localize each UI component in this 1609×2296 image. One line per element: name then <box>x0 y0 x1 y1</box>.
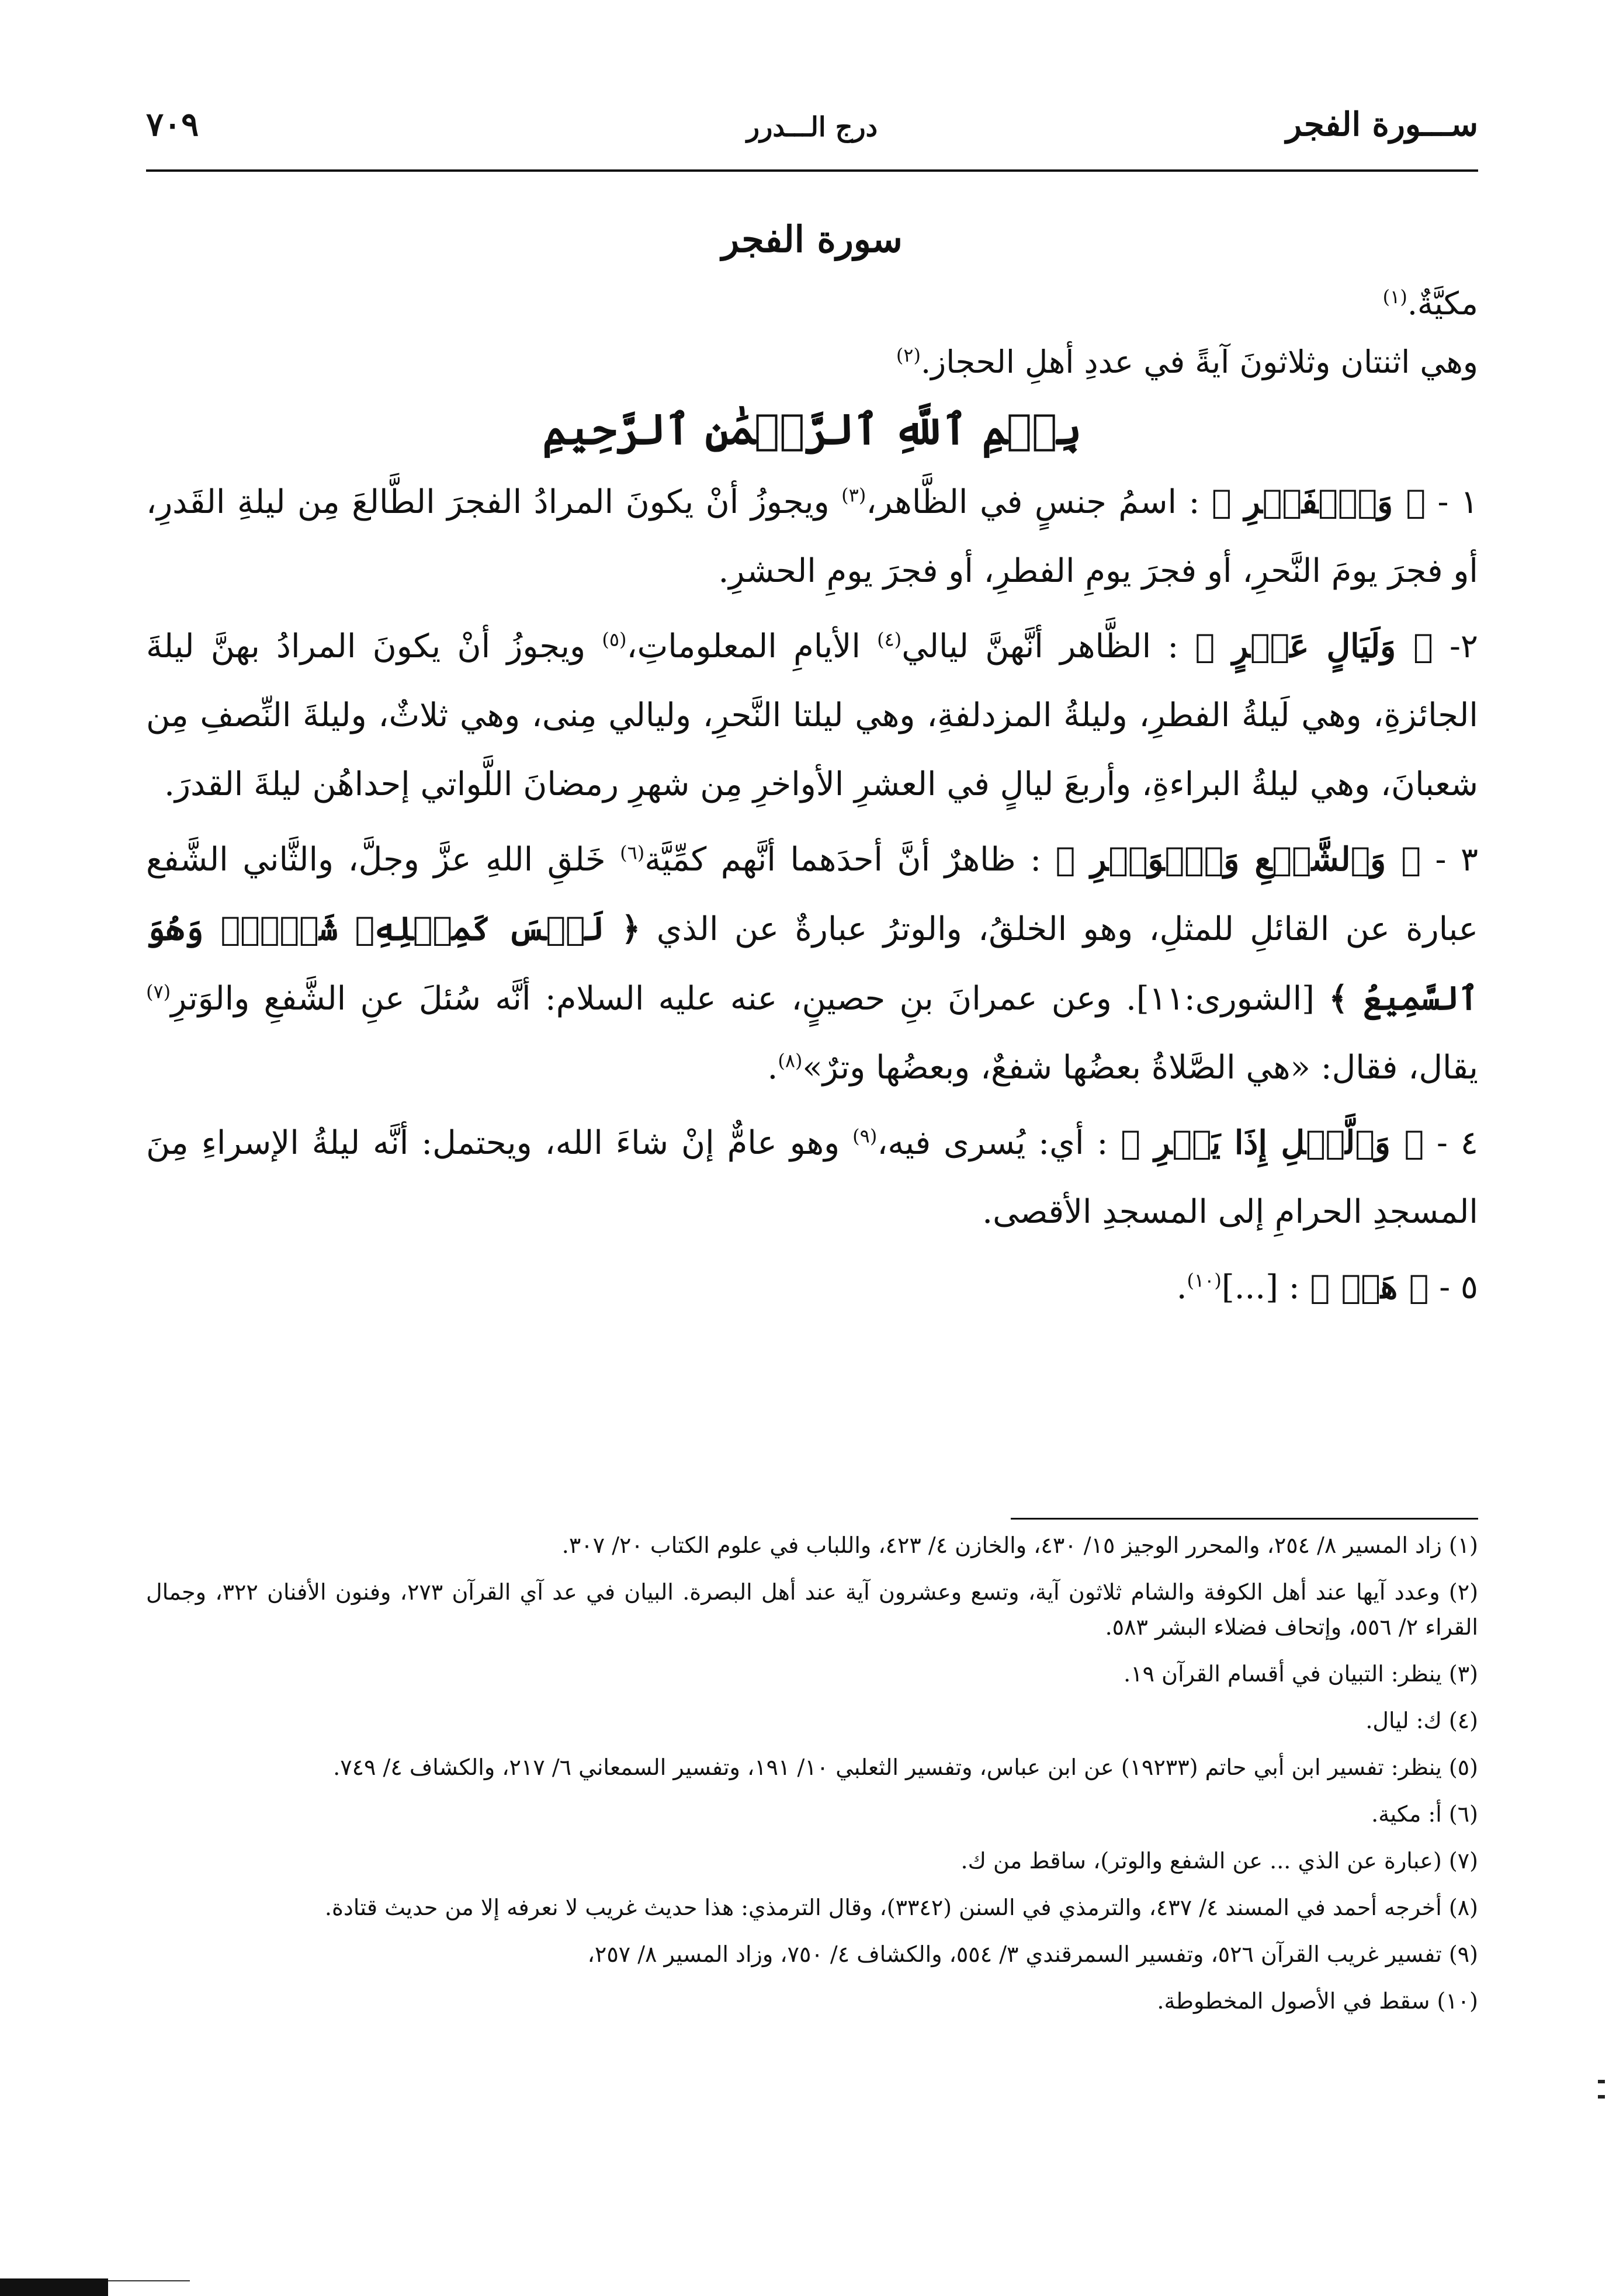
footnote: (٣) ينظر: التبيان في أقسام القرآن ١٩. <box>1123 1661 1478 1687</box>
verse-number: ٣ - <box>1421 841 1479 879</box>
footnote: (٧) (عبارة عن الذي ... عن الشفع والوتر)، ساقط من ك. <box>960 1848 1478 1874</box>
header-book-title: درج الـــدرر <box>746 111 878 143</box>
footnote-ref: (٩) <box>852 1125 878 1147</box>
verse-commentary <box>146 467 1478 606</box>
quran-verse: ﴿ وَٱلۡفَجۡرِ ﴾ <box>1212 483 1426 521</box>
footnote: (١) زاد المسير ٨/ ٢٥٤، والمحرر الوجيز ١٥/ ٤٣٠، والخازن ٤/ ٤٢٣، واللباب في علوم الكتاب ٢٠/ ٣٠٧. <box>561 1532 1478 1558</box>
basmala: بِسۡمِ ٱللَّهِ ٱلرَّحۡمَٰنِ ٱلرَّحِيمِ <box>542 404 1082 454</box>
quran-citation: ﴿ لَيۡسَ كَمِثۡلِهِۦ شَيۡءٞۖ وَهُوَ ٱلسَّمِيعُ ﴾ <box>146 910 1479 1018</box>
verse-commentary <box>146 1253 1478 1322</box>
quran-verse: ﴿ وَٱلَّيۡلِ إِذَا يَسۡرِ ﴾ <box>1121 1123 1424 1162</box>
footnote: (٢) وعدد آيها عند أهل الكوفة والشام ثلاثون آية، وتسع وعشرون آية عند أهل البصرة. البيان في عد آي القرآن ٢٧٣، وفنون الأفنان ٣٢٢، وجمال القراء ٢/ ٥٥٦، وإتحاف فضلاء البشر ٥٨٣. <box>146 1579 1479 1640</box>
commentary-text: : الظَّاهر أنَّهنَّ ليالي <box>901 627 1195 665</box>
footnote-ref: (٨) <box>778 1049 803 1072</box>
commentary-text: ويجوزُ أنْ يكونَ المرادُ بهنَّ ليلةَ الجائزةِ، وهي لَيلةُ الفطرِ، وليلةُ المزدلفةِ، وهي ليلتا النَّحرِ، وليالي مِنى، وهي ثلاثٌ، وليلةَ النِّصفِ مِن شعبانَ، وهي ليلةُ البراءةِ، وأربعَ ليالٍ في العشرِ الأواخرِ مِن شهرِ رمضانَ اللَّواتي إحداهُن ليلةَ القدرَ. <box>146 627 1478 803</box>
verse-count-line <box>146 333 1478 391</box>
makkiyya-line <box>146 275 1478 333</box>
header-rule <box>146 169 1478 172</box>
scan-edge-line <box>108 2280 190 2281</box>
commentary-text: يقال، فقال: «هي الصَّلاةُ بعضُها شفعٌ، وبعضُها وترٌ» <box>802 1049 1478 1087</box>
footnote: (٤) ك: ليال. <box>1365 1708 1478 1733</box>
commentary-text: : [...] <box>1221 1268 1310 1306</box>
footnote-ref: (٣) <box>841 484 866 507</box>
footnote-ref: (١) <box>1382 286 1407 308</box>
commentary-text: . <box>1176 1268 1187 1306</box>
commentary-text: : اسمُ جنسٍ في الظَّاهر، <box>866 483 1212 521</box>
commentary-text: : أي: يُسرى فيه، <box>877 1124 1121 1162</box>
footnote: (٦) أ: مكية. <box>1371 1801 1478 1827</box>
footnote: (٨) أخرجه أحمد في المسند ٤/ ٤٣٧، والترمذي في السنن (٣٣٤٢)، وقال الترمذي: هذا حديث غريب لا نعرفه إلا من حديث قتادة. <box>324 1895 1478 1920</box>
footnote-ref: (٤) <box>877 628 902 651</box>
verse-number: ٥ - <box>1428 1268 1478 1306</box>
verse-count-text: وهي اثنتان وثلاثونَ آيةً في عددِ أهلِ الحجاز. <box>920 344 1478 380</box>
verse-number: ١ - <box>1425 483 1478 521</box>
makkiyya-text: مكيَّةٌ. <box>1407 285 1478 322</box>
footnote-ref: (١٠) <box>1187 1269 1222 1292</box>
quran-verse: ﴿ هَلۡ ﴾ <box>1310 1268 1429 1306</box>
commentary-text: خَلقِ اللهِ عزَّ وجلَّ، والثَّاني الشَّفع عبارة عن القائلِ للمثلِ، وهو الخلقُ، والوترُ عبارةٌ عن الذي <box>146 841 1478 948</box>
verse-commentary <box>146 1108 1478 1247</box>
surah-title: سورة الفجر <box>722 218 903 261</box>
commentary-text: [الشورى:١١]. وعن عمرانَ بنِ حصينٍ، عنه عليه السلام: أنَّه سُئلَ عنِ الشَّفعِ والوَترِ <box>171 980 1329 1018</box>
scan-edge-marks <box>1598 2080 1605 2121</box>
commentary-text: . <box>767 1049 778 1087</box>
verse-commentary-list <box>146 467 1478 1322</box>
verse-commentary <box>146 825 1478 1102</box>
footnote-ref: (٢) <box>896 344 921 366</box>
footnote-ref: (٥) <box>602 628 627 651</box>
footnote: (٥) ينظر: تفسير ابن أبي حاتم (١٩٢٣٣) عن ابن عباس، وتفسير الثعلبي ١٠/ ١٩١، وتفسير السمعاني ٦/ ٢١٧، والكشاف ٤/ ٧٤٩. <box>333 1754 1478 1780</box>
page-number: ٧٠٩ <box>146 105 199 144</box>
quran-verse: ﴿ وَلَيَالٍ عَشۡرٍ ﴾ <box>1195 627 1433 665</box>
footnote-ref: (٧) <box>146 980 171 1003</box>
footnote-separator <box>1011 1518 1478 1520</box>
commentary-text: الأيامِ المعلوماتِ، <box>626 627 878 665</box>
footnote-ref: (٦) <box>620 841 645 864</box>
header-surah-name: ســـورة الفجر <box>1286 105 1478 144</box>
verse-number: ٤ - <box>1424 1124 1478 1162</box>
verse-number: ٢- <box>1433 627 1478 665</box>
scan-edge-bar <box>0 2278 108 2296</box>
footnote: (٩) تفسير غريب القرآن ٥٢٦، وتفسير السمرقندي ٣/ ٥٥٤، والكشاف ٤/ ٧٥٠، وزاد المسير ٨/ ٢٥٧، <box>587 1941 1478 1967</box>
main-text <box>146 199 1478 1328</box>
footnote: (١٠) سقط في الأصول المخطوطة. <box>1157 1988 1478 2014</box>
commentary-text: : ظاهرٌ أنَّ أحدَهما أنَّهم كمِّيَّة <box>644 841 1056 879</box>
running-header <box>146 99 1478 164</box>
quran-verse: ﴿ وَٱلشَّفۡعِ وَٱلۡوَتۡرِ ﴾ <box>1055 840 1421 879</box>
commentary-text: ويجوزُ أنْ يكونَ المرادُ الفجرَ الطَّالعَ مِن ليلةِ القَدرِ، أو فجرَ يومَ النَّحرِ، أو فجرَ يومِ الفطرِ، أو فجرَ يومِ الحشرِ. <box>146 483 1478 590</box>
verse-commentary <box>146 612 1478 819</box>
commentary-text: وهو عامٌّ إنْ شاءَ الله، ويحتمل: أنَّه ليلةُ الإسراءِ مِنَ المسجدِ الحرامِ إلى المسجدِ الأقصى. <box>146 1124 1478 1231</box>
footnotes <box>146 1528 1478 2030</box>
